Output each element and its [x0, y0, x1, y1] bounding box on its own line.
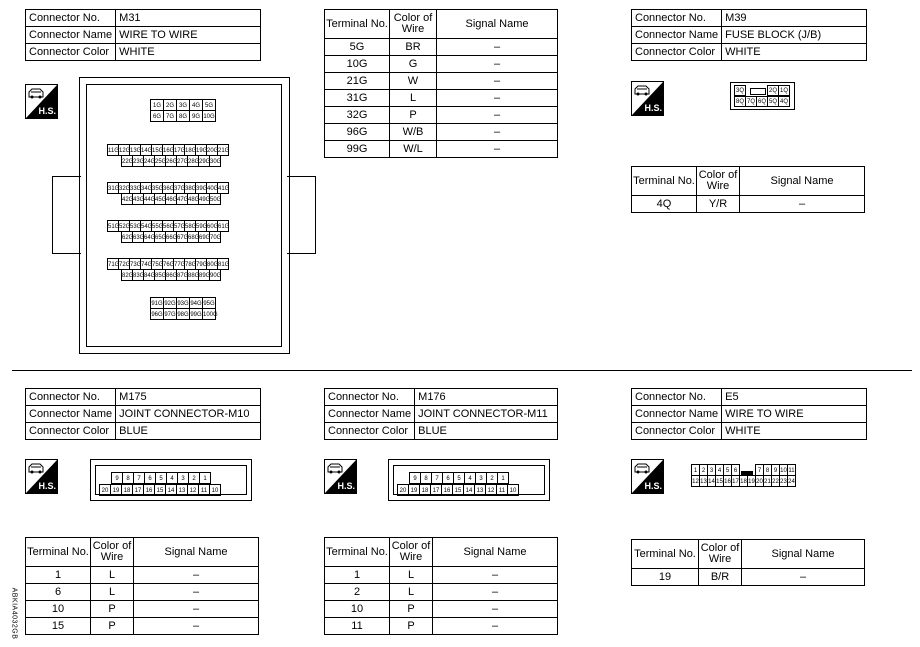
m31-latch-right	[287, 176, 316, 254]
harness-side-icon: H.S.	[631, 81, 664, 116]
e5-connector-face	[689, 462, 829, 487]
m176-pin: 8	[420, 472, 432, 484]
m31-pin: 25G	[154, 155, 166, 167]
m31-pin: 2G	[163, 99, 177, 111]
m175-terminal-table: Terminal No. Color of Wire Signal Name 1 L – 6 L – 10 P – 15 P –	[25, 537, 259, 635]
table-row: 96G W/B –	[325, 124, 558, 141]
e5-pin: 19	[747, 475, 756, 487]
m39-pin: 1Q	[778, 85, 790, 96]
m175-pin: 8	[122, 472, 134, 484]
m31-pin: 13G	[129, 144, 141, 156]
m31-pin: 79G	[195, 258, 207, 270]
m175-connector-info-table: Connector No. M175 Connector Name JOINT CONNECTOR-M10 Connector Color BLUE	[25, 388, 261, 440]
m31-pin-block-a	[107, 144, 228, 166]
m31-pin: 73G	[129, 258, 141, 270]
m31-pin: 24G	[143, 155, 155, 167]
m31-pin: 93G	[176, 297, 190, 309]
m39-pin: 7Q	[745, 96, 757, 107]
m31-pin-block-top	[150, 99, 215, 121]
m176-pin: 18	[419, 484, 431, 496]
m31-pin: 85G	[154, 269, 166, 281]
m31-pin: 46G	[165, 193, 177, 205]
m31-pin: 55G	[151, 220, 163, 232]
m175-pin: 17	[132, 484, 144, 496]
m31-pin: 57G	[173, 220, 185, 232]
table-row: 6 L –	[26, 584, 259, 601]
m31-pin: 62G	[121, 231, 133, 243]
m31-pin: 14G	[140, 144, 152, 156]
e5-pin: 21	[763, 475, 772, 487]
m39-connector-info-table: Connector No. M39 Connector Name FUSE BLOCK (J/B) Connector Color WHITE	[631, 9, 867, 61]
m31-pin: 91G	[150, 297, 164, 309]
m31-pin: 95G	[202, 297, 216, 309]
e5-pin: 13	[699, 475, 708, 487]
m31-pin: 61G	[217, 220, 229, 232]
m31-pin: 29G	[198, 155, 210, 167]
e5-pin: 12	[691, 475, 700, 487]
m176-pin: 3	[475, 472, 487, 484]
e5-pin: 10	[779, 464, 788, 476]
m31-pin: 59G	[195, 220, 207, 232]
m176-pin: 1	[497, 472, 509, 484]
m31-pin: 87G	[176, 269, 188, 281]
m31-pin: 56G	[162, 220, 174, 232]
m31-pin: 75G	[151, 258, 163, 270]
m31-pin: 48G	[187, 193, 199, 205]
m31-pin: 15G	[151, 144, 163, 156]
m31-pin: 100G	[202, 308, 216, 320]
m31-pin: 60G	[206, 220, 218, 232]
m176-terminal-table: Terminal No. Color of Wire Signal Name 1 L – 2 L – 10 P – 11 P –	[324, 537, 558, 635]
m31-pin: 7G	[163, 110, 177, 122]
m31-pin: 26G	[165, 155, 177, 167]
e5-pin: 6	[731, 464, 740, 476]
m31-pin: 3G	[176, 99, 190, 111]
m31-latch-left	[52, 176, 81, 254]
m31-pin: 78G	[184, 258, 196, 270]
figure-id: ABKIA4032GB	[10, 587, 18, 640]
m175-pin: 13	[176, 484, 188, 496]
m39-pin: 8Q	[734, 96, 746, 107]
m31-pin: 12G	[118, 144, 130, 156]
table-row: 21G W –	[325, 73, 558, 90]
m31-pin-block-c	[107, 220, 228, 242]
table-row: 11 P –	[325, 618, 558, 635]
m31-pin: 94G	[189, 297, 203, 309]
m31-pin: 32G	[118, 182, 130, 194]
m31-pin: 16G	[162, 144, 174, 156]
e5-terminal-table: Terminal No. Color of Wire Signal Name 19 B/R –	[631, 539, 865, 586]
m176-pin: 20	[397, 484, 409, 496]
m31-pin: 63G	[132, 231, 144, 243]
m39-pin: 5Q	[767, 96, 779, 107]
m31-pin: 88G	[187, 269, 199, 281]
e5-pin: 8	[763, 464, 772, 476]
m31-pin: 4G	[189, 99, 203, 111]
m31-pin: 30G	[209, 155, 221, 167]
table-row: 15 P –	[26, 618, 259, 635]
m31-pin: 90G	[209, 269, 221, 281]
m175-pin: 1	[199, 472, 211, 484]
m31-pin: 17G	[173, 144, 185, 156]
e5-pin: 3	[707, 464, 716, 476]
m175-pin: 19	[110, 484, 122, 496]
m31-pin: 34G	[140, 182, 152, 194]
m31-pin: 74G	[140, 258, 152, 270]
table-row: 1 L –	[26, 567, 259, 584]
m31-pin: 20G	[206, 144, 218, 156]
e5-pin: 20	[755, 475, 764, 487]
table-row: 19 B/R –	[632, 569, 865, 586]
harness-side-icon: H.S.	[25, 459, 58, 494]
m31-pin: 72G	[118, 258, 130, 270]
m175-pin: 10	[209, 484, 221, 496]
m31-pin: 18G	[184, 144, 196, 156]
m176-pin: 10	[507, 484, 519, 496]
m39-pin: 2Q	[767, 85, 779, 96]
m176-pin: 9	[409, 472, 421, 484]
table-row: 5G BR –	[325, 39, 558, 56]
table-row: 99G W/L –	[325, 141, 558, 158]
m31-pin: 53G	[129, 220, 141, 232]
m31-pin: 21G	[217, 144, 229, 156]
e5-pin: 14	[707, 475, 716, 487]
m31-pin: 81G	[217, 258, 229, 270]
m31-pin: 40G	[206, 182, 218, 194]
m31-pin-block-bottom	[150, 297, 218, 319]
m175-pin: 16	[143, 484, 155, 496]
m175-pin: 12	[187, 484, 199, 496]
m31-pin-block-b	[107, 182, 228, 204]
m31-pin: 37G	[173, 182, 185, 194]
section-divider	[12, 370, 912, 371]
m176-pin: 6	[442, 472, 454, 484]
m31-pin: 58G	[184, 220, 196, 232]
table-row: 10G G –	[325, 56, 558, 73]
m31-pin: 10G	[202, 110, 216, 122]
m175-pin: 6	[144, 472, 156, 484]
m176-pin: 19	[408, 484, 420, 496]
m31-pin: 44G	[143, 193, 155, 205]
m31-pin: 89G	[198, 269, 210, 281]
e5-pin: 24	[787, 475, 796, 487]
table-row: 10 P –	[26, 601, 259, 618]
m31-pin: 43G	[132, 193, 144, 205]
m31-connector-info-table: Connector No. M31 Connector Name WIRE TO WIRE Connector Color WHITE	[25, 9, 261, 61]
m31-pin: 71G	[107, 258, 119, 270]
m176-pin: 13	[474, 484, 486, 496]
m31-pin: 80G	[206, 258, 218, 270]
m31-terminal-table: Terminal No. Color of Wire Signal Name 5G BR – 10G G – 21G W – 31G L – 32G P – 96G W/B – 99G W/L –	[324, 9, 558, 158]
m175-pin: 15	[154, 484, 166, 496]
e5-pin: 2	[699, 464, 708, 476]
m31-pin: 6G	[150, 110, 164, 122]
m175-pin: 11	[198, 484, 210, 496]
harness-side-icon: H.S.	[25, 84, 58, 119]
table-row: 32G P –	[325, 107, 558, 124]
m31-pin: 69G	[198, 231, 210, 243]
m175-pin: 5	[155, 472, 167, 484]
m176-pin: 2	[486, 472, 498, 484]
m176-pin: 7	[431, 472, 443, 484]
m31-pin: 65G	[154, 231, 166, 243]
m31-pin-block-d	[107, 258, 228, 280]
m175-pin: 2	[188, 472, 200, 484]
m31-pin: 35G	[151, 182, 163, 194]
m175-pin: 18	[121, 484, 133, 496]
m175-pin: 3	[177, 472, 189, 484]
e5-pin: 22	[771, 475, 780, 487]
m31-pin: 92G	[163, 297, 177, 309]
m175-pin: 9	[111, 472, 123, 484]
m31-pin: 38G	[184, 182, 196, 194]
m176-pin: 14	[463, 484, 475, 496]
m31-pin: 49G	[198, 193, 210, 205]
m176-pin: 15	[452, 484, 464, 496]
m31-pin: 11G	[107, 144, 119, 156]
m31-pin: 5G	[202, 99, 216, 111]
m39-pin: 3Q	[734, 85, 746, 96]
m31-pin: 23G	[132, 155, 144, 167]
m31-pin: 1G	[150, 99, 164, 111]
m39-key	[750, 88, 766, 95]
e5-connector-info-table: Connector No. E5 Connector Name WIRE TO WIRE Connector Color WHITE	[631, 388, 867, 440]
e5-pin: 18	[739, 475, 748, 487]
m31-pin: 83G	[132, 269, 144, 281]
e5-pin: 1	[691, 464, 700, 476]
m31-pin: 77G	[173, 258, 185, 270]
m31-pin: 54G	[140, 220, 152, 232]
m31-pin: 28G	[187, 155, 199, 167]
m39-pin: 4Q	[778, 96, 790, 107]
m31-pin: 97G	[163, 308, 177, 320]
m31-pin: 86G	[165, 269, 177, 281]
m175-pin: 14	[165, 484, 177, 496]
table-row: 1 L –	[325, 567, 558, 584]
m31-pin: 42G	[121, 193, 133, 205]
e5-pin: 7	[755, 464, 764, 476]
m176-pin: 4	[464, 472, 476, 484]
m31-pin: 66G	[165, 231, 177, 243]
m31-pin: 31G	[107, 182, 119, 194]
harness-side-icon: H.S.	[324, 459, 357, 494]
m31-pin: 51G	[107, 220, 119, 232]
m175-connector-face	[90, 459, 252, 501]
m31-pin: 96G	[150, 308, 164, 320]
m39-pin: 6Q	[756, 96, 768, 107]
e5-pin: 5	[723, 464, 732, 476]
m31-pin: 98G	[176, 308, 190, 320]
m31-pin: 8G	[176, 110, 190, 122]
m39-connector-face	[730, 82, 795, 110]
m176-pin: 17	[430, 484, 442, 496]
e5-pin: 4	[715, 464, 724, 476]
m175-pin: 4	[166, 472, 178, 484]
m31-pin: 33G	[129, 182, 141, 194]
m31-pin: 64G	[143, 231, 155, 243]
m31-pin: 9G	[189, 110, 203, 122]
m31-pin: 41G	[217, 182, 229, 194]
table-row: 31G L –	[325, 90, 558, 107]
e5-pin: 15	[715, 475, 724, 487]
m31-pin: 67G	[176, 231, 188, 243]
m31-pin: 76G	[162, 258, 174, 270]
m31-pin: 27G	[176, 155, 188, 167]
m31-pin: 45G	[154, 193, 166, 205]
e5-pin: 9	[771, 464, 780, 476]
m176-pin: 12	[485, 484, 497, 496]
e5-pin: 11	[787, 464, 796, 476]
m176-pin: 5	[453, 472, 465, 484]
m31-pin: 36G	[162, 182, 174, 194]
m31-pin: 52G	[118, 220, 130, 232]
m31-pin: 39G	[195, 182, 207, 194]
table-row: 10 P –	[325, 601, 558, 618]
m175-pin: 20	[99, 484, 111, 496]
e5-pin: 16	[723, 475, 732, 487]
m176-pin: 11	[496, 484, 508, 496]
harness-side-icon: H.S.	[631, 459, 664, 494]
m31-pin: 50G	[209, 193, 221, 205]
table-row: 2 L –	[325, 584, 558, 601]
e5-pin: 23	[779, 475, 788, 487]
e5-pin: 17	[731, 475, 740, 487]
m176-connector-face	[388, 459, 550, 501]
table-row: 4Q Y/R –	[632, 196, 865, 213]
m31-pin: 70G	[209, 231, 221, 243]
m31-pin: 47G	[176, 193, 188, 205]
m31-pin: 99G	[189, 308, 203, 320]
m31-pin: 68G	[187, 231, 199, 243]
m31-pin: 19G	[195, 144, 207, 156]
m31-pin: 82G	[121, 269, 133, 281]
m39-terminal-table: Terminal No. Color of Wire Signal Name 4Q Y/R –	[631, 166, 865, 213]
m175-pin: 7	[133, 472, 145, 484]
m31-pin: 84G	[143, 269, 155, 281]
m176-pin: 16	[441, 484, 453, 496]
m176-connector-info-table: Connector No. M176 Connector Name JOINT CONNECTOR-M11 Connector Color BLUE	[324, 388, 558, 440]
m31-pin: 22G	[121, 155, 133, 167]
